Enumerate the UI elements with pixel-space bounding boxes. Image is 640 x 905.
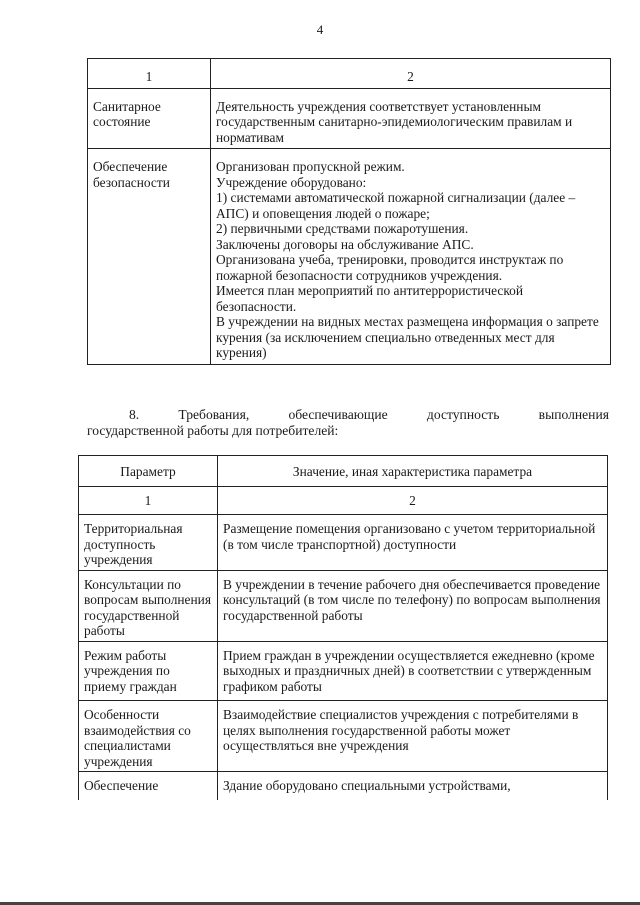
section-8-continuation-line: государственной работы для потребителей: xyxy=(87,423,339,438)
table-number-row xyxy=(79,486,608,515)
page-number: 4 xyxy=(316,22,324,37)
row-value-list xyxy=(211,149,611,365)
row-parameter: Режим работы учреждения по приему граждан xyxy=(79,641,218,701)
row-value: Прием граждан в учреждении осуществляется ежедневно (кроме выходных и праздничных дней) в соответствии с утвержденным графиком работы xyxy=(218,641,608,701)
row-parameter: Санитарное состояние xyxy=(88,88,211,149)
row-parameter: Особенности взаимодействия со специалистами учреждения xyxy=(79,701,218,772)
list-line: Организован пропускной режим. xyxy=(216,159,405,174)
row-value: В учреждении в течение рабочего дня обеспечивается проведение консультаций (в том числе по телефону) по вопросам выполнения государственной работы xyxy=(218,570,608,641)
conditions-table xyxy=(87,58,611,365)
column-number-2: 2 xyxy=(218,486,608,515)
section-8-paragraph xyxy=(87,407,609,439)
column-number-1: 1 xyxy=(79,486,218,515)
column-number-2: 2 xyxy=(211,59,611,89)
header-parameter: Параметр xyxy=(79,456,218,487)
row-value: Здание оборудовано специальными устройствами, xyxy=(218,772,608,800)
column-number-1: 1 xyxy=(88,59,211,89)
table-row xyxy=(79,515,608,571)
table-row xyxy=(79,772,608,800)
table-header-row xyxy=(79,456,608,487)
section-8-heading-line: 8. Требования, обеспечивающие доступность выполнения xyxy=(129,407,609,422)
row-parameter: Обеспечение xyxy=(79,772,218,800)
table-row xyxy=(79,701,608,772)
list-line: 1) системами автоматической пожарной сигнализации (далее – АПС) и оповещения людей о пожаре; xyxy=(216,190,576,221)
list-line: Учреждение оборудовано: xyxy=(216,174,367,190)
header-value: Значение, иная характеристика параметра xyxy=(218,456,608,487)
list-line: Заключены договоры на обслуживание АПС. xyxy=(216,236,474,252)
row-value: Взаимодействие специалистов учреждения с потребителями в целях выполнения государственной работы может осуществляться вне учреждения xyxy=(218,701,608,772)
table-row xyxy=(79,570,608,641)
table-row xyxy=(79,641,608,701)
list-line: В учреждении на видных местах размещена информация о запрете курения (за исключением специально отведенных мест для курения) xyxy=(216,314,599,360)
row-value: Деятельность учреждения соответствует установленным государственным санитарно-эпидемиологическим правилам и нормативам xyxy=(211,88,611,149)
accessibility-table xyxy=(78,455,608,800)
table-row xyxy=(88,88,611,149)
table-row xyxy=(88,149,611,365)
table-number-row xyxy=(88,59,611,89)
row-value: Размещение помещения организовано с учетом территориальной (в том числе транспортной) доступности xyxy=(218,515,608,571)
row-parameter: Консультации по вопросам выполнения государственной работы xyxy=(79,570,218,641)
list-line: Имеется план мероприятий по антитеррористической безопасности. xyxy=(216,283,524,314)
list-line: 2) первичными средствами пожаротушения. xyxy=(216,221,469,236)
row-parameter: Территориальная доступность учреждения xyxy=(79,515,218,571)
row-parameter: Обеспечение безопасности xyxy=(88,149,211,365)
list-line: Организована учеба, тренировки, проводится инструктаж по пожарной безопасности сотрудников учреждения. xyxy=(216,252,564,283)
